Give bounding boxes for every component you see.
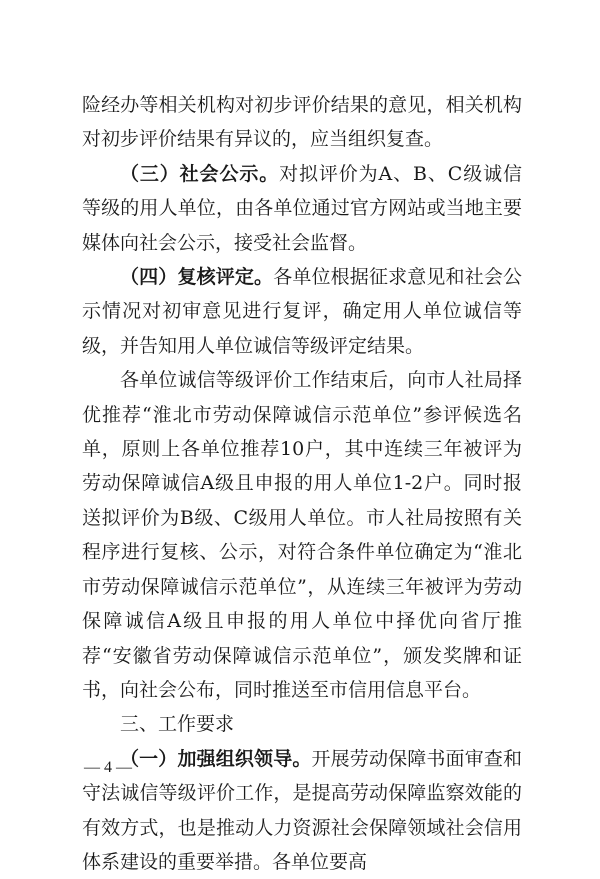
item-4-heading: （四）复核评定。 (120, 266, 274, 289)
section-3-heading: 三、工作要求 (120, 713, 235, 736)
item-3-heading: （三）社会公示。 (120, 162, 280, 185)
continuation-paragraph: 险经办等相关机构对初步评价结果的意见，相关机构对初步评价结果有异议的，应当组织复查。 (82, 94, 522, 151)
body-text (82, 88, 522, 879)
requirement-1-heading: （一）加强组织领导。 (120, 747, 312, 770)
requirement-1-paragraph (82, 742, 522, 879)
requirement-1-text: 开展劳动保障书面审查和守法诚信等级评价工作，是提高劳动保障监察效能的有效方式，也是推动人力资源社会保障领域社会信用体系建设的重要举措。各单位要高 (82, 747, 522, 873)
recommendation-paragraph: 各单位诚信等级评价工作结束后，向市人社局择优推荐“淮北市劳动保障诚信示范单位”参评候选名单，原则上各单位推荐10户，其中连续三年被评为劳动保障诚信A级且申报的用人单位1-2户。同时报送拟评价为B级、C级用人单位。市人社局按照有关程序进行复核、公示，对符合条件单位确定为“淮北市劳动保障诚信示范单位”，从连续三年被评为劳动保障诚信A级且申报的用人单位中择优向省厅推荐“安徽省劳动保障诚信示范单位”，颁发奖牌和证书，向社会公布，同时推送至市信用信息平台。 (82, 369, 522, 701)
item-3-paragraph (82, 157, 522, 260)
page-number: — 4 — (84, 759, 132, 776)
item-3-text: 对拟评价为A、B、C级诚信等级的用人单位，由各单位通过官方网站或当地主要媒体向社会公示，接受社会监督。 (82, 162, 522, 254)
item-4-paragraph (82, 260, 522, 363)
item-4-text: 各单位根据征求意见和社会公示情况对初审意见进行复评，确定用人单位诚信等级，并告知用人单位诚信等级评定结果。 (82, 266, 522, 357)
